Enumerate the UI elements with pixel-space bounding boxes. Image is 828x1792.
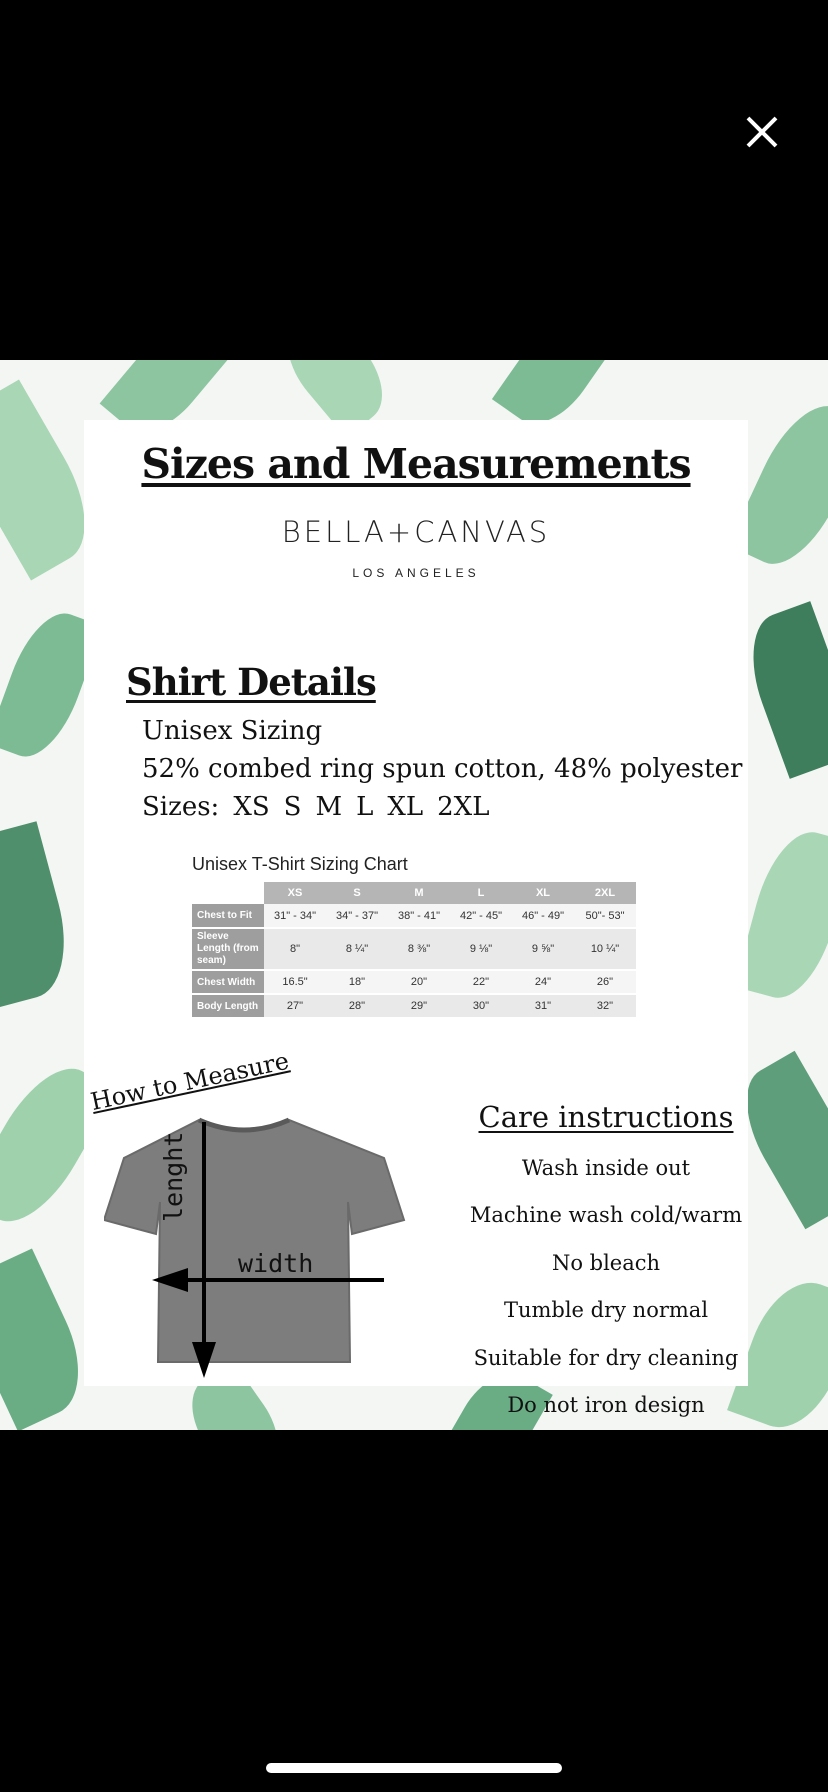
table-cell: 46" - 49" [512, 904, 574, 928]
size-option: XL [387, 792, 424, 822]
table-cell: 28" [326, 994, 388, 1018]
table-cell: 8 ⅜" [388, 928, 450, 970]
page-title: Sizes and Measurements [141, 440, 691, 488]
detail-line: 52% combed ring spun cotton, 48% polyester [142, 754, 743, 784]
tshirt-measure-diagram [104, 1110, 424, 1380]
care-item: Do not iron design [507, 1393, 705, 1417]
table-cell: 34" - 37" [326, 904, 388, 928]
table-cell: 38" - 41" [388, 904, 450, 928]
width-label: width [238, 1249, 314, 1278]
care-item: Machine wash cold/warm [469, 1203, 743, 1227]
shirt-details-heading: Shirt Details [126, 660, 376, 704]
table-cell: 9 ⅛" [450, 928, 512, 970]
how-to-measure-heading: How to Measure [88, 1046, 292, 1116]
table-cell: 31" [512, 994, 574, 1018]
size-chart-table [192, 882, 636, 1019]
sizes-line [142, 792, 503, 822]
chart-title: Unisex T-Shirt Sizing Chart [192, 854, 408, 874]
table-cell: 24" [512, 970, 574, 994]
table-row [192, 970, 636, 994]
sizes-label: Sizes: [142, 792, 220, 822]
row-header: Chest to Fit [192, 904, 264, 928]
leaf-decoration [734, 823, 828, 1008]
leaf-decoration [735, 601, 828, 779]
size-option: 2XL [437, 792, 490, 822]
table-cell: 8" [264, 928, 326, 970]
table-cell: 20" [388, 970, 450, 994]
table-cell: 42" - 45" [450, 904, 512, 928]
table-cell: 50"- 53" [574, 904, 636, 928]
table-cell: 31" - 34" [264, 904, 326, 928]
table-cell: 27" [264, 994, 326, 1018]
size-option: XS [233, 792, 270, 822]
table-row [192, 994, 636, 1018]
table-cell: 29" [388, 994, 450, 1018]
row-header: Body Length [192, 994, 264, 1018]
close-icon [740, 110, 784, 154]
detail-line: Unisex Sizing [142, 716, 323, 746]
table-cell: 30" [450, 994, 512, 1018]
column-header: XL [512, 882, 574, 904]
care-item: Tumble dry normal [503, 1298, 709, 1322]
table-cell: 16.5" [264, 970, 326, 994]
size-option: M [315, 792, 343, 822]
size-option: L [356, 792, 374, 822]
column-header: M [388, 882, 450, 904]
row-header: Chest Width [192, 970, 264, 994]
table-corner [192, 882, 264, 904]
size-option: S [283, 792, 302, 822]
row-header: Sleeve Length (from seam) [192, 928, 264, 970]
column-header: XS [264, 882, 326, 904]
care-instructions-heading: Care instructions [478, 1100, 734, 1134]
brand-subtitle: LOS ANGELES [352, 566, 480, 580]
column-header: 2XL [574, 882, 636, 904]
leaf-decoration [0, 821, 80, 1009]
table-cell: 26" [574, 970, 636, 994]
size-card [84, 420, 748, 1417]
column-header: S [326, 882, 388, 904]
table-cell: 32" [574, 994, 636, 1018]
table-cell: 18" [326, 970, 388, 994]
care-item: Wash inside out [521, 1156, 691, 1180]
length-label: lenght [159, 1131, 188, 1222]
brand-logo: BELLA+CANVAS [281, 515, 551, 549]
care-item: Suitable for dry cleaning [473, 1346, 739, 1370]
table-cell: 8 ¼" [326, 928, 388, 970]
home-indicator[interactable] [266, 1763, 562, 1773]
table-cell: 9 ⅝" [512, 928, 574, 970]
table-cell: 22" [450, 970, 512, 994]
care-item: No bleach [551, 1251, 661, 1275]
table-row [192, 928, 636, 970]
table-row [192, 904, 636, 928]
tshirt-shape [104, 1120, 404, 1362]
close-button[interactable] [740, 110, 784, 154]
product-image [0, 360, 828, 1430]
table-cell: 10 ¼" [574, 928, 636, 970]
column-header: L [450, 882, 512, 904]
